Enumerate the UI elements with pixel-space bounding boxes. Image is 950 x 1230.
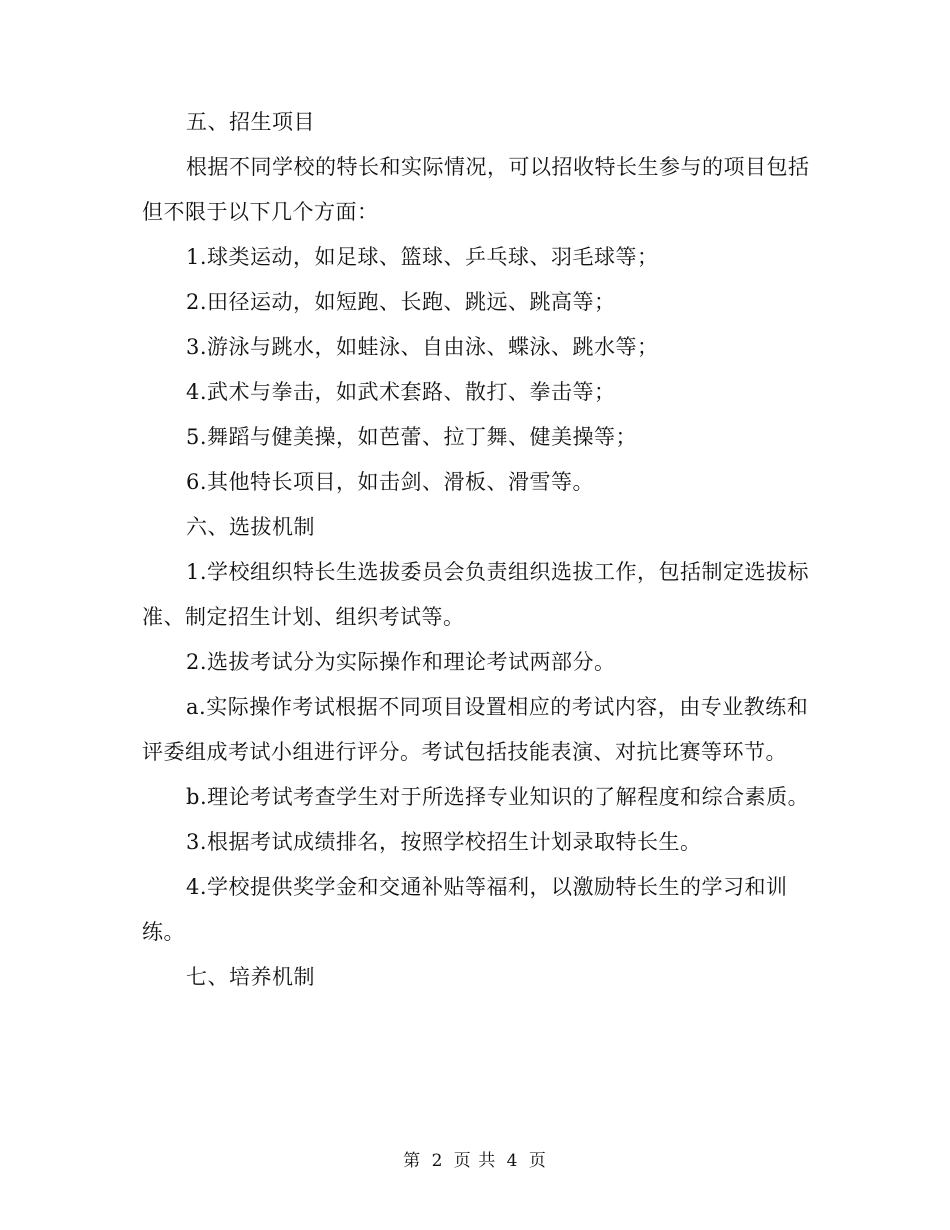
section-heading-7: 七、培养机制 bbox=[186, 965, 315, 989]
section-heading-6: 六、选拔机制 bbox=[186, 515, 315, 539]
paragraph-theory-exam: b.理论考试考查学生对于所选择专业知识的了解程度和综合素质。 bbox=[186, 785, 810, 809]
paragraph-committee: 1.学校组织特长生选拔委员会负责组织选拔工作，包括制定选拔标准、制定招生计划、组织考试等。 bbox=[142, 560, 810, 629]
paragraph-practical-exam: a.实际操作考试根据不同项目设置相应的考试内容，由专业教练和评委组成考试小组进行评分。考试包括技能表演、对抗比赛等环节。 bbox=[142, 695, 809, 764]
list-item-martial-arts: 4.武术与拳击，如武术套路、散打、拳击等； bbox=[186, 380, 616, 404]
paragraph-benefits: 4.学校提供奖学金和交通补贴等福利，以激励特长生的学习和训练。 bbox=[142, 875, 788, 944]
footer-prefix: 第 bbox=[403, 1151, 422, 1171]
list-item-ball-sports: 1.球类运动，如足球、篮球、乒乓球、羽毛球等； bbox=[186, 245, 659, 269]
paragraph-exam-parts: 2.选拔考试分为实际操作和理论考试两部分。 bbox=[186, 650, 616, 674]
list-item-dance: 5.舞蹈与健美操，如芭蕾、拉丁舞、健美操等； bbox=[186, 425, 638, 449]
footer-mid: 页 共 bbox=[453, 1151, 497, 1171]
footer-suffix: 页 bbox=[528, 1151, 547, 1171]
footer-current-page: 2 bbox=[431, 1151, 444, 1171]
paragraph-intro: 根据不同学校的特长和实际情况，可以招收特长生参与的项目包括但不限于以下几个方面： bbox=[142, 155, 810, 224]
list-item-track-field: 2.田径运动，如短跑、长跑、跳远、跳高等； bbox=[186, 290, 616, 314]
footer-total-pages: 4 bbox=[506, 1151, 519, 1171]
list-item-swimming: 3.游泳与跳水，如蛙泳、自由泳、蝶泳、跳水等； bbox=[186, 335, 659, 359]
list-item-other: 6.其他特长项目，如击剑、滑板、滑雪等。 bbox=[186, 470, 595, 494]
page-footer bbox=[0, 1146, 950, 1171]
document-body bbox=[142, 100, 812, 1000]
section-heading-5: 五、招生项目 bbox=[186, 110, 315, 134]
paragraph-admission: 3.根据考试成绩排名，按照学校招生计划录取特长生。 bbox=[186, 830, 702, 854]
